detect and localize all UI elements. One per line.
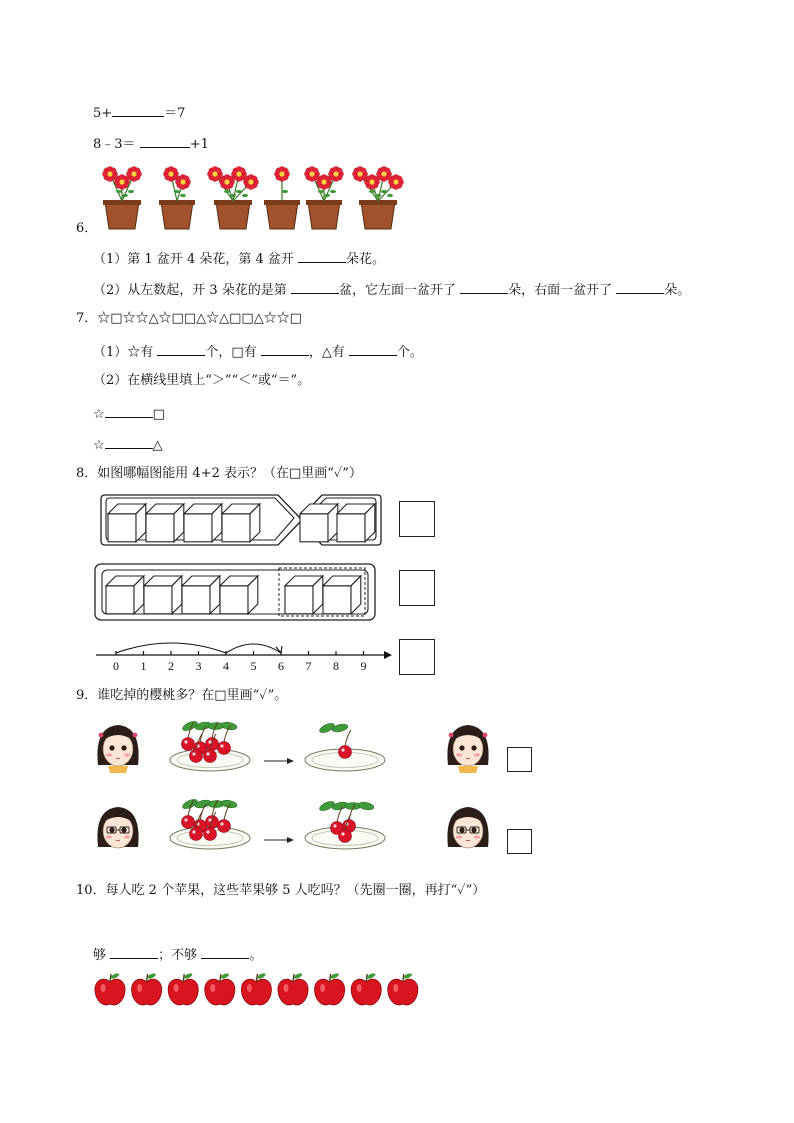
q7-sub1 — [93, 341, 423, 362]
q7-square-count-blank[interactable] — [261, 341, 309, 356]
q7-sub1-a: （1）☆有 — [93, 345, 154, 360]
cube — [182, 576, 220, 614]
q7-compare-1 — [93, 403, 165, 424]
number-line-tick-label: 6 — [278, 659, 284, 673]
cube — [323, 576, 361, 614]
cherry — [339, 730, 352, 759]
q7-star-count-blank[interactable] — [157, 341, 205, 356]
q7-sub1-c: ，△有 — [308, 345, 345, 360]
answer-box-figure-2[interactable] — [399, 570, 435, 606]
flower-pot — [353, 167, 404, 230]
number-line-tick-label: 8 — [333, 659, 339, 673]
flower-pots-illustration — [88, 158, 428, 230]
q7-sub1-b: 个，□有 — [205, 345, 257, 360]
question-8-text: 如图哪幅图能用 4+2 表示？（在□里画“✓”） — [97, 466, 362, 481]
apple — [205, 972, 235, 1005]
cubes-group — [108, 504, 375, 542]
answer-box-figure-3[interactable] — [399, 639, 435, 675]
cube — [144, 576, 182, 614]
number-line-tick-label: 1 — [140, 659, 147, 673]
apple — [351, 972, 381, 1005]
question-8-number: 8． — [76, 466, 98, 481]
apple — [168, 972, 198, 1005]
answer-box-figure-1[interactable] — [399, 501, 435, 537]
question-6-number: 6． — [76, 221, 98, 236]
q6-sub2-blank-1[interactable] — [291, 279, 339, 294]
q7-sub2: （2）在横线里填上“＞”“＜”或“＝”。 — [93, 373, 311, 388]
apple — [278, 972, 308, 1005]
q10-enough-blank[interactable] — [110, 944, 158, 959]
q6-sub2-mid1: 盆，它左面一盆开了 — [338, 283, 456, 298]
cube — [222, 504, 260, 542]
q6-sub2-mid2: 朵，右面一盆开了 — [508, 283, 613, 298]
flower-pot — [208, 167, 259, 230]
answer-box-girl-1[interactable] — [507, 747, 532, 772]
number-line — [94, 635, 394, 675]
q6-sub2-prefix: （2）从左数起，开 3 朵花的是第 — [93, 283, 287, 298]
equation-1-blank[interactable] — [112, 102, 164, 117]
q6-sub1 — [93, 248, 385, 269]
answer-box-girl-2[interactable] — [507, 829, 532, 854]
q7-header — [76, 310, 302, 328]
cube — [337, 504, 375, 542]
q10-not-enough-blank[interactable] — [201, 944, 249, 959]
number-line-tick-label: 5 — [250, 659, 257, 673]
cube — [108, 504, 146, 542]
number-line-tick-label: 7 — [305, 659, 312, 673]
q10-enough-label: 够 — [93, 948, 107, 963]
cherries-illustration — [94, 714, 534, 864]
girl-avatar — [97, 725, 138, 773]
q7-compare-1-blank[interactable] — [105, 403, 153, 418]
number-line-tick-label: 0 — [113, 659, 119, 673]
q8-header — [76, 465, 362, 483]
q6-sub2-blank-2[interactable] — [460, 279, 508, 294]
q7-cmp1-right: □ — [152, 407, 165, 422]
q7-cmp2-left: ☆ — [93, 438, 105, 453]
apple — [132, 972, 162, 1005]
cherry — [218, 804, 231, 833]
apple — [241, 972, 271, 1005]
question-10-number: 10． — [76, 883, 106, 898]
cube — [146, 504, 184, 542]
number-line-tick-label: 2 — [168, 659, 174, 673]
cube — [106, 576, 144, 614]
flower-pot — [103, 167, 142, 230]
number-line-tick-label: 3 — [195, 659, 202, 673]
q7-cmp2-right: △ — [152, 438, 163, 453]
q7-compare-2-blank[interactable] — [105, 434, 153, 449]
apple — [315, 972, 345, 1005]
flower-pot — [305, 167, 344, 230]
shape-sequence: ☆□☆☆△☆□□△☆△□□△☆☆□ — [97, 311, 302, 326]
question-7-number: 7． — [76, 311, 98, 326]
cherry-leaf — [220, 721, 237, 731]
apple — [95, 972, 125, 1005]
q6-sub1-prefix: （1）第 1 盆开 4 朵花，第 4 盆开 — [93, 252, 294, 267]
equation-1 — [93, 102, 185, 123]
q10-header — [76, 882, 485, 900]
cubes-group — [106, 576, 361, 614]
q7-sub1-d: 个。 — [397, 345, 424, 360]
cubes-figure-2 — [94, 563, 378, 623]
cube — [300, 504, 338, 542]
q6-sub2 — [93, 279, 690, 300]
equation-2 — [93, 133, 209, 154]
cube — [184, 504, 222, 542]
equation-1-left: 5+ — [93, 106, 113, 121]
number-line-tick-label: 4 — [223, 659, 229, 673]
apple — [388, 972, 418, 1005]
cubes-figure-1 — [100, 493, 400, 549]
q6-sub1-suffix: 朵花。 — [346, 252, 386, 267]
equation-2-right: +1 — [189, 137, 209, 152]
q10-answer-line — [93, 944, 262, 965]
number-line-arrow — [384, 651, 392, 659]
cherry-leaf — [220, 799, 237, 809]
question-9-text: 谁吃掉的樱桃多？在□里画“✓”。 — [97, 688, 288, 703]
girl-with-glasses-avatar — [447, 807, 488, 848]
girl-avatar — [447, 725, 488, 773]
question-9-number: 9． — [76, 688, 98, 703]
flower-pot — [159, 167, 195, 230]
cherry-leaf — [357, 801, 374, 811]
equation-2-left: 8﹣3＝ — [93, 137, 136, 152]
q6-sub2-suffix: 朵。 — [664, 283, 691, 298]
q6-sub2-blank-3[interactable] — [616, 279, 664, 294]
question-10-text: 每人吃 2 个苹果，这些苹果够 5 人吃吗？（先圈一圈，再打“✓”） — [105, 883, 486, 898]
q7-compare-2 — [93, 434, 163, 455]
equation-2-blank[interactable] — [140, 133, 190, 148]
equation-1-right: ＝7 — [164, 106, 186, 121]
q10-end: 。 — [249, 948, 263, 963]
apples-illustration — [92, 970, 432, 1010]
q10-not-enough-label: ；不够 — [158, 948, 198, 963]
q9-header — [76, 687, 287, 705]
q7-cmp1-left: ☆ — [93, 407, 105, 422]
cherry — [218, 726, 231, 755]
number-line-tick-label: 9 — [360, 659, 367, 673]
girl-with-glasses-avatar — [97, 807, 138, 848]
q6-sub1-blank[interactable] — [298, 248, 346, 263]
cube — [220, 576, 258, 614]
q7-triangle-count-blank[interactable] — [349, 341, 397, 356]
cube — [285, 576, 323, 614]
flower-pot — [264, 167, 300, 230]
